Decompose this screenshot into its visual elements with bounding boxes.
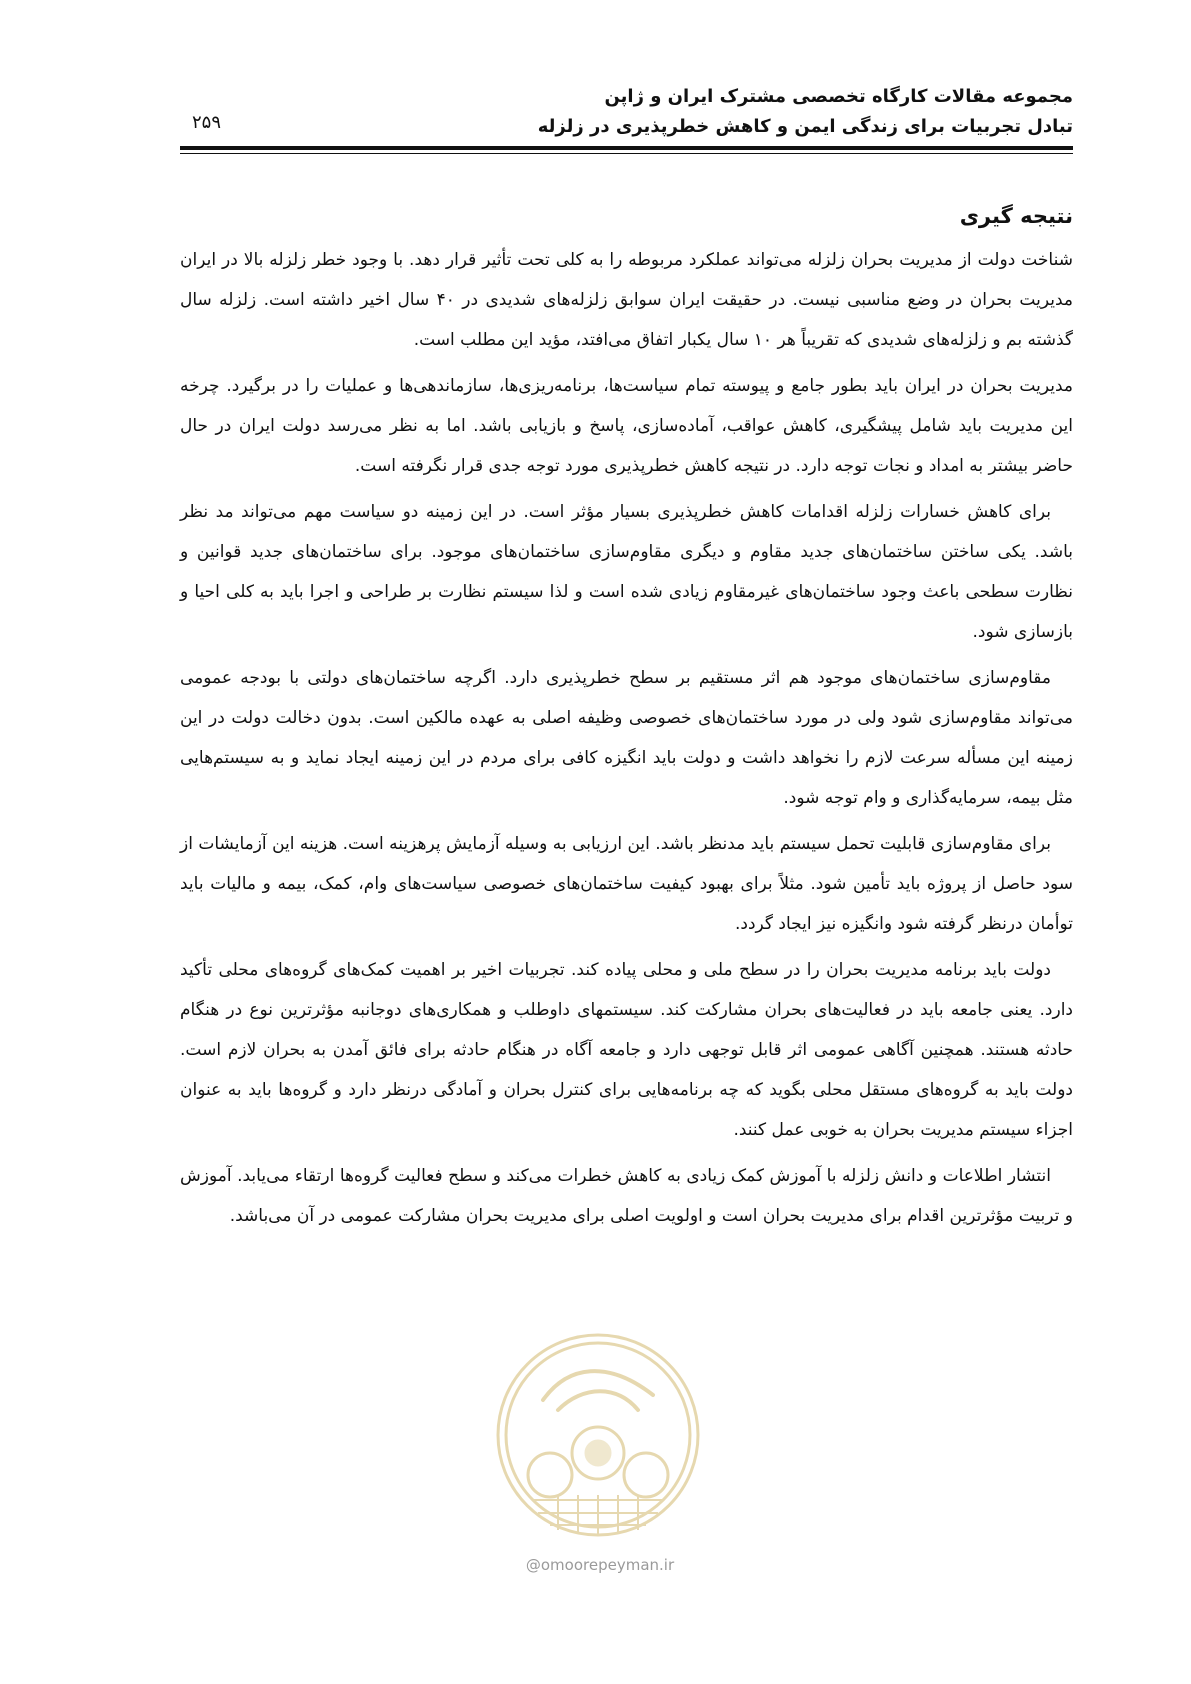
watermark-logo xyxy=(488,1325,708,1545)
paragraph: برای مقاوم‌سازی قابلیت تحمل سیستم باید مدنظر باشد. این ارزیابی به وسیله آزمایش پرهزینه است. هزینه این آزمایشات از سود حاصل از پروژه باید تأمین شود. مثلاً برای بهبود کیفیت ساختمان‌های خصوصی سیاست‌های وام، کمک، بیمه و مالیات باید توأمان درنظر گرفته شود وانگیزه نیز ایجاد گردد. xyxy=(180,834,1073,934)
paragraph: برای کاهش خسارات زلزله اقدامات کاهش خطرپذیری بسیار مؤثر است. در این زمینه دو سیاست مهم می‌تواند مد نظر باشد. یکی ساختن ساختمان‌های جدید مقاوم و دیگری مقاوم‌سازی ساختمان‌های موجود. برای ساختمان‌های جدید قوانین و نظارت سطحی باعث وجود ساختمان‌های غیرمقاوم زیادی شده است و لذا سیستم نظارت بر طراحی و اجرا باید به کلی احیا و بازسازی شود. xyxy=(180,502,1073,642)
paragraph: مقاوم‌سازی ساختمان‌های موجود هم اثر مستقیم بر سطح خطرپذیری دارد. اگرچه ساختمان‌های دولتی با بودجه عمومی می‌تواند مقاوم‌سازی شود ولی در مورد ساختمان‌های خصوصی وظیفه اصلی به عهده مالکین است. بدون دخالت دولت در این زمینه این مسأله سرعت لازم را نخواهد داشت و دولت باید انگیزه کافی برای مردم در این زمینه ایجاد نماید و به سیستم‌هایی مثل بیمه، سرمایه‌گذاری و وام توجه شود. xyxy=(180,668,1073,808)
header-rule-thick xyxy=(180,146,1073,150)
workshop-subtitle: تبادل تجربیات برای زندگی ایمن و کاهش خطرپذیری در زلزله xyxy=(537,116,1073,137)
article-body xyxy=(180,196,1073,1242)
section-heading: نتیجه گیری xyxy=(959,204,1073,228)
calligraphy-icon xyxy=(543,1371,653,1410)
paragraph: مدیریت بحران در ایران باید بطور جامع و پیوسته تمام سیاست‌ها، برنامه‌ریزی‌ها، سازماندهی‌ها و عملیات را در برگیرد. چرخه این مدیریت باید شامل پیشگیری، کاهش عواقب، آماده‌سازی، پاسخ و بازیابی باشد. اما به نظر می‌رسد دولت ایران در حال حاضر بیشتر به امداد و نجات توجه دارد. در نتیجه کاهش خطرپذیری مورد توجه جدی قرار نگرفته است. xyxy=(180,376,1073,476)
journal-title: مجموعه مقالات کارگاه تخصصی مشترک ایران و ژاپن xyxy=(604,86,1073,107)
cog-wheels-icon xyxy=(528,1427,668,1497)
header-rule-thin xyxy=(180,153,1073,154)
paragraph: شناخت دولت از مدیریت بحران زلزله می‌تواند عملکرد مربوطه را به کلی تحت تأثیر قرار دهد. با وجود خطر زلزله بالا در ایران مدیریت بحران در وضع مناسبی نیست. در حقیقت ایران سوابق زلزله‌های شدیدی در ۴۰ سال اخیر داشته است. زلزله سال گذشته بم و زلزله‌های شدیدی که تقریباً هر ۱۰ سال یکبار اتفاق می‌افتد، مؤید این مطلب است. xyxy=(180,250,1073,350)
paragraph: دولت باید برنامه مدیریت بحران را در سطح ملی و محلی پیاده کند. تجربیات اخیر بر اهمیت کمک‌های گروه‌های محلی تأکید دارد. یعنی جامعه باید در فعالیت‌های بحران مشارکت کند. سیستمهای داوطلب و همکاری‌های دوجانبه مؤثرترین نوع در هنگام حادثه هستند. همچنین آگاهی عمومی اثر قابل توجهی دارد و جامعه آگاه در هنگام حادثه برای فائق آمدن به بحران لازم است. دولت باید به گروه‌های مستقل محلی بگوید که چه برنامه‌هایی برای کنترل بحران و آمادگی درنظر دارد و گروه‌ها باید به عنوان اجزاء سیستم مدیریت بحران به خوبی عمل کنند. xyxy=(180,960,1073,1140)
header-titles xyxy=(538,82,1073,142)
watermark-site: @omoorepeyman.ir xyxy=(525,1556,675,1574)
page-header xyxy=(180,82,1073,162)
paragraph: انتشار اطلاعات و دانش زلزله با آموزش کمک زیادی به کاهش خطرات می‌کند و سطح فعالیت گروه‌ها ارتقاء می‌یابد. آموزش و تربیت مؤثرترین اقدام برای مدیریت بحران است و اولویت اصلی برای مدیریت بحران مشارکت عمومی در آن می‌باشد. xyxy=(180,1166,1073,1226)
page-number: ۲۵۹ xyxy=(192,112,222,133)
